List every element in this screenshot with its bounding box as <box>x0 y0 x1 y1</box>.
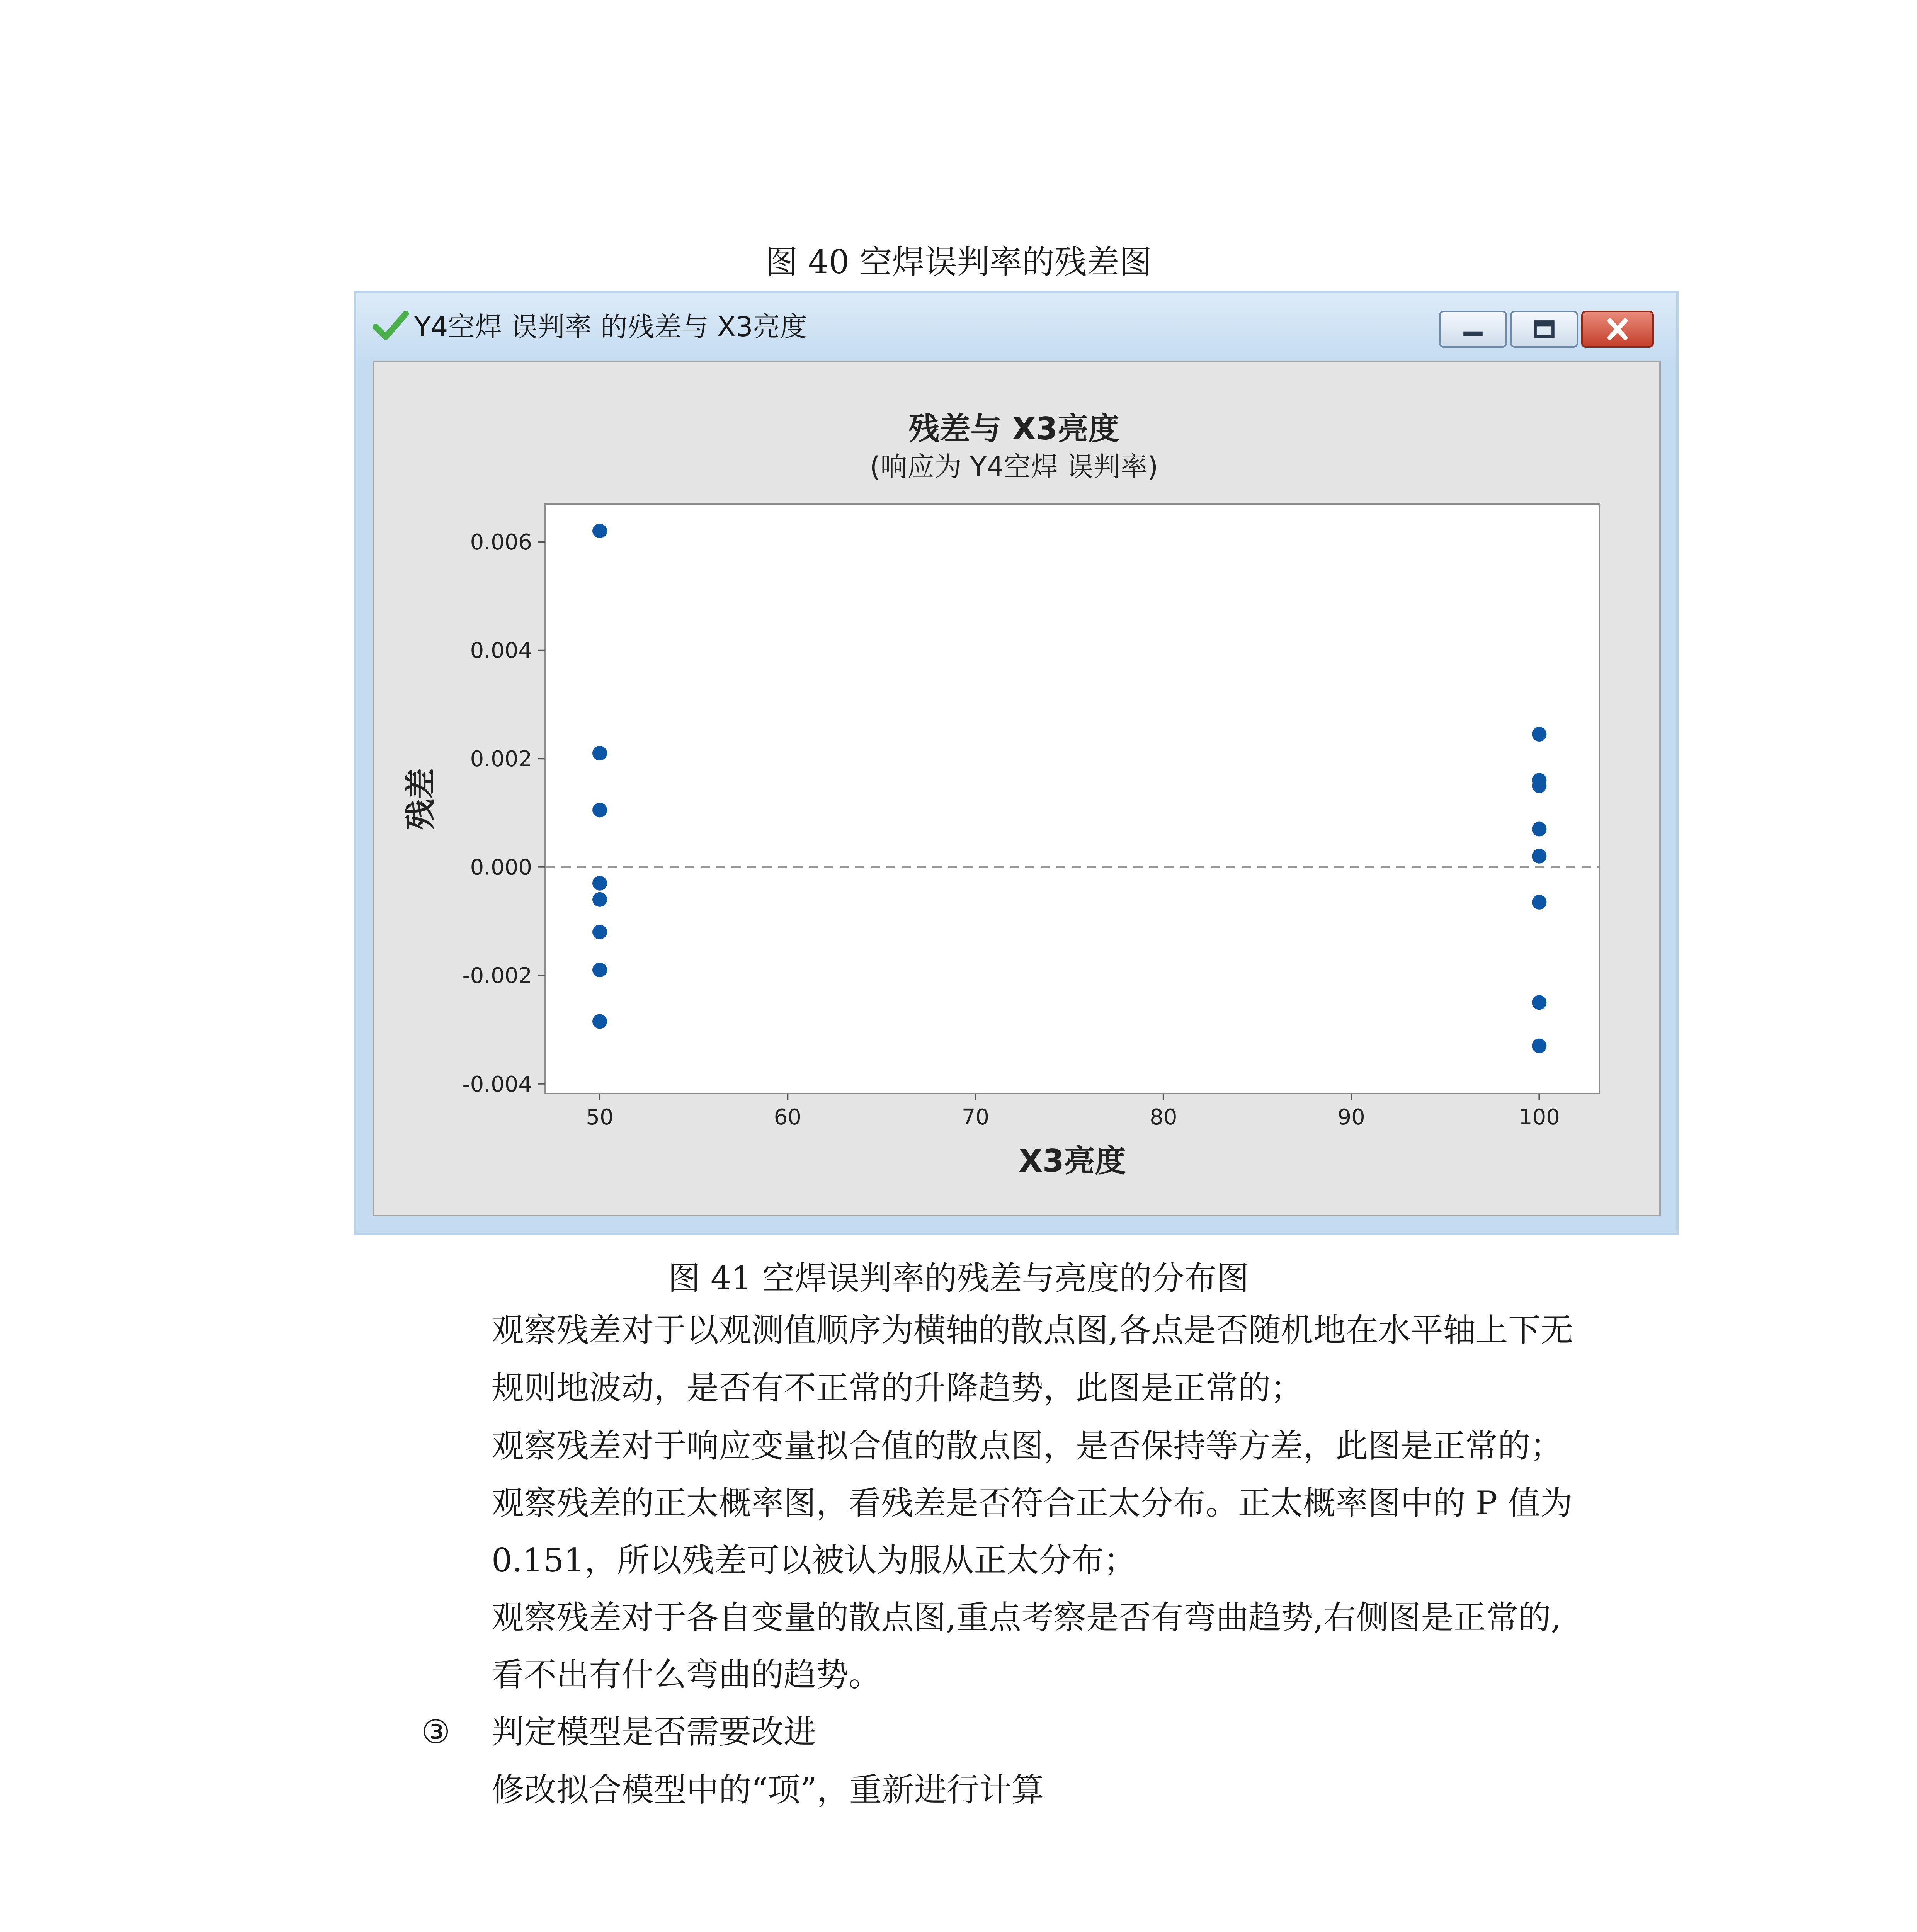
close-button[interactable] <box>1581 311 1654 348</box>
plot-frame <box>545 504 1599 1094</box>
step-heading <box>421 1713 816 1751</box>
data-point <box>1532 895 1546 910</box>
y-tick-label: -0.004 <box>462 1071 532 1097</box>
window-title: Y4空焊 误判率 的残差与 X3亮度 <box>414 311 807 343</box>
data-point <box>1532 822 1546 837</box>
body-line-6: 观察残差对于各自变量的散点图,重点考察是否有弯曲趋势,右侧图是正常的, <box>492 1599 1561 1636</box>
figure-40-caption: 图 40 空焊误判率的残差图 <box>765 243 1152 281</box>
data-point <box>592 803 607 817</box>
data-point <box>592 876 607 891</box>
y-tick-label: 0.000 <box>470 855 532 880</box>
body-line-3: 观察残差对于响应变量拟合值的散点图，是否保持等方差，此图是正常的； <box>492 1427 1563 1465</box>
x-tick-label: 70 <box>961 1105 990 1130</box>
x-axis-label: X3亮度 <box>1019 1143 1126 1179</box>
y-tick-label: 0.006 <box>470 530 532 555</box>
body-line-1: 观察残差对于以观测值顺序为横轴的散点图,各点是否随机地在水平轴上下无 <box>492 1311 1573 1349</box>
body-line-7: 看不出有什么弯曲的趋势。 <box>492 1656 881 1694</box>
restore-button[interactable] <box>1510 311 1578 348</box>
check-icon <box>372 307 409 344</box>
x-tick-label: 80 <box>1150 1105 1177 1130</box>
figure-41-caption: 图 41 空焊误判率的残差与亮度的分布图 <box>668 1259 1249 1297</box>
data-point <box>592 524 607 538</box>
minimize-button[interactable] <box>1439 311 1507 348</box>
data-point <box>1532 778 1546 793</box>
body-line-5: 0.151，所以残差可以被认为服从正太分布； <box>492 1541 1136 1579</box>
restore-icon <box>1512 312 1577 346</box>
minimize-icon <box>1441 312 1505 346</box>
y-tick-label: 0.002 <box>470 747 532 772</box>
data-point <box>592 925 607 939</box>
x-tick-label: 90 <box>1337 1105 1365 1130</box>
data-point <box>592 892 607 907</box>
graph-area <box>373 361 1661 1216</box>
body-line-4: 观察残差的正太概率图，看残差是否符合正太分布。正太概率图中的 P 值为 <box>492 1484 1573 1522</box>
residual-scatter-chart <box>374 362 1659 1215</box>
step-number: ③ <box>421 1713 451 1751</box>
y-axis-label: 残差 <box>403 768 439 830</box>
y-tick-label: -0.002 <box>462 963 532 989</box>
data-point <box>592 963 607 977</box>
data-point <box>1532 1039 1546 1053</box>
chart-title: 残差与 X3亮度 <box>908 411 1119 447</box>
close-icon <box>1583 312 1652 346</box>
data-point <box>1532 849 1546 864</box>
data-point <box>1532 727 1546 742</box>
x-tick-label: 100 <box>1518 1105 1560 1130</box>
chart-subtitle: (响应为 Y4空焊 误判率) <box>869 451 1158 483</box>
window-titlebar[interactable] <box>356 293 1676 361</box>
minitab-graph-window <box>354 291 1679 1235</box>
data-point <box>1532 995 1546 1010</box>
data-point <box>592 746 607 760</box>
y-tick-label: 0.004 <box>470 638 532 663</box>
x-tick-label: 60 <box>774 1105 801 1130</box>
x-tick-label: 50 <box>586 1105 614 1130</box>
body-line-9: 修改拟合模型中的“项”，重新进行计算 <box>492 1771 1044 1809</box>
step-title: 判定模型是否需要改进 <box>492 1713 816 1751</box>
body-line-2: 规则地波动，是否有不正常的升降趋势，此图是正常的； <box>492 1369 1303 1407</box>
data-point <box>592 1014 607 1029</box>
